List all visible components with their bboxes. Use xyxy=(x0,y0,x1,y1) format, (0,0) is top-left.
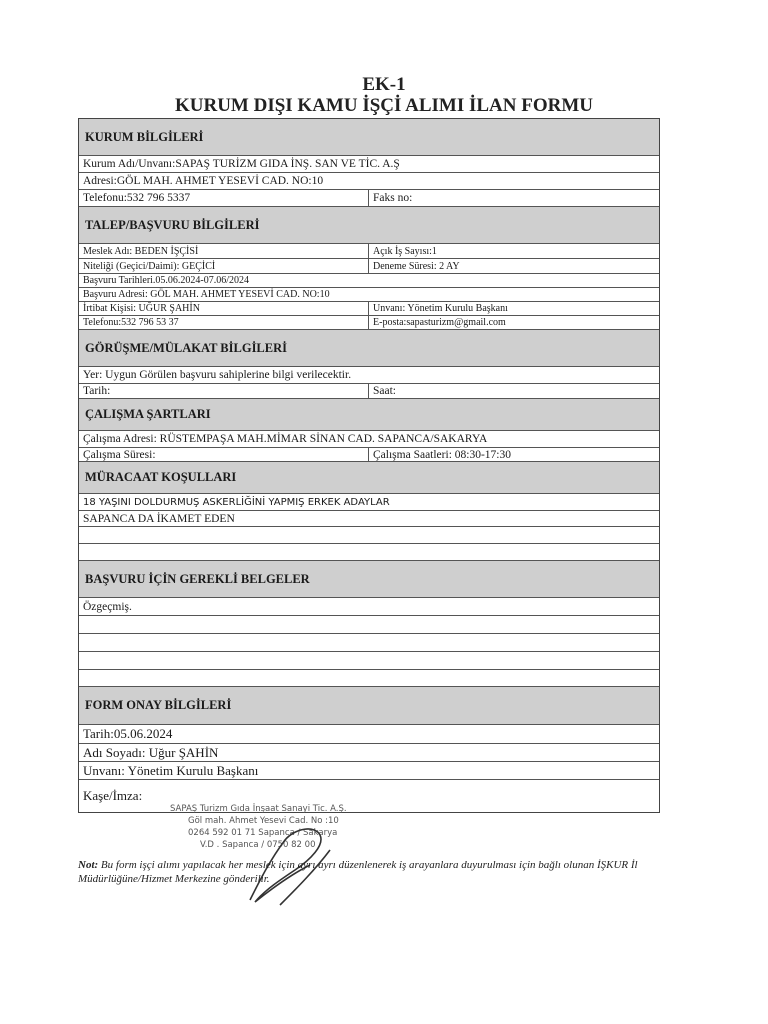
kurum-adres: Adresi:GÖL MAH. AHMET YESEVİ CAD. NO:10 xyxy=(83,175,324,187)
stamp-line-4: V.D . Sapanca / 0750 82 00 xyxy=(200,840,316,850)
onay-unvan: Unvanı: Yönetim Kurulu Başkanı xyxy=(83,762,259,778)
gorusme-yer-row xyxy=(79,367,659,384)
muracaat-row-4 xyxy=(79,544,659,561)
belgeler-row-3 xyxy=(79,634,659,652)
kase-imza-label: Kaşe/İmza: xyxy=(83,788,143,803)
gorusme-yer: Yer: Uygun Görülen başvuru sahiplerine bilgi verilecektir. xyxy=(83,369,352,381)
muracaat-kosul-1: 18 YAŞINI DOLDURMUŞ ASKERLİĞİNİ YAPMIŞ ERKEK ADAYLAR xyxy=(83,496,390,508)
kurum-tel-row xyxy=(79,190,659,207)
acik-is-sayisi: Açık İş Sayısı:1 xyxy=(373,245,437,257)
stamp-line-2: Göl mah. Ahmet Yesevi Cad. No :10 xyxy=(188,816,339,826)
basvuru-tarihleri: Başvuru Tarihleri.05.06.2024-07.06/2024 xyxy=(83,275,250,286)
belgeler-row-1 xyxy=(79,598,659,616)
gorusme-tarih: Tarih: xyxy=(79,384,369,398)
muracaat-row-1 xyxy=(79,494,659,511)
irtibat-kisisi: İrtibat Kişisi: UĞUR ŞAHİN xyxy=(79,302,369,315)
kurum-adi-row xyxy=(79,156,659,173)
section-belgeler: BAŞVURU İÇİN GEREKLİ BELGELER xyxy=(79,561,659,598)
talep-adres-row xyxy=(79,288,659,302)
kurum-adres-row xyxy=(79,173,659,190)
irtibat-unvan: Unvanı: Yönetim Kurulu Başkanı xyxy=(373,303,508,314)
deneme-suresi: Deneme Süresi: 2 AY xyxy=(373,260,460,272)
talep-meslek-row xyxy=(79,244,659,259)
muracaat-kosul-2: SAPANCA DA İKAMET EDEN xyxy=(83,512,235,525)
section-onay: FORM ONAY BİLGİLERİ xyxy=(79,687,659,725)
onay-unvan-row xyxy=(79,762,659,780)
talep-telefon: Telefonu:532 796 53 37 xyxy=(79,316,369,329)
section-calisma: ÇALIŞMA ŞARTLARI xyxy=(79,399,659,431)
note-text: Bu form işçi alımı yapılacak her meslek için ayrı ayrı düzenlenerek iş arayanlara duyurulması için bağlı olunan İŞKUR İl Müdürlüğüne/Hizmet Merkezine gönderilir. xyxy=(78,859,638,885)
form-title: KURUM DIŞI KAMU İŞÇİ ALIMI İLAN FORMU xyxy=(174,95,594,116)
stamp-line-1: SAPAŞ Turizm Gıda İnşaat Sanayi Tic. A.Ş. xyxy=(170,804,347,814)
section-kurum: KURUM BİLGİLERİ xyxy=(79,119,659,156)
stamp-line-3: 0264 592 01 71 Sapanca / Sakarya xyxy=(188,828,338,838)
note-label: Not: xyxy=(78,859,99,871)
basvuru-adresi: Başvuru Adresi: GÖL MAH. AHMET YESEVİ CAD. NO:10 xyxy=(83,289,330,300)
calisma-adresi: Çalışma Adresi: RÜSTEMPAŞA MAH.MİMAR SİNAN CAD. SAPANCA/SAKARYA xyxy=(83,433,488,445)
belgeler-row-5 xyxy=(79,670,659,687)
talep-tarih-row xyxy=(79,274,659,288)
onay-adi-row xyxy=(79,744,659,762)
calisma-suresi: Çalışma Süresi: xyxy=(79,448,369,461)
gorusme-tarih-row xyxy=(79,384,659,399)
muracaat-row-3 xyxy=(79,527,659,544)
talep-telefon-row xyxy=(79,316,659,330)
kurum-faks: Faks no: xyxy=(373,192,413,204)
niteligi: Niteliği (Geçici/Daimi): GEÇİCİ xyxy=(79,259,369,273)
onay-adi-soyadi: Adı Soyadı: Uğur ŞAHİN xyxy=(83,744,219,760)
section-gorusme: GÖRÜŞME/MÜLAKAT BİLGİLERİ xyxy=(79,330,659,367)
belge-1: Özgeçmiş. xyxy=(83,600,132,613)
talep-nitelik-row xyxy=(79,259,659,274)
belgeler-row-4 xyxy=(79,652,659,670)
meslek-adi: Meslek Adı: BEDEN İŞÇİSİ xyxy=(79,244,369,258)
talep-eposta: E-posta:sapasturizm@gmail.com xyxy=(373,317,506,328)
muracaat-row-2 xyxy=(79,511,659,527)
onay-tarih: Tarih:05.06.2024 xyxy=(83,726,173,741)
kurum-adi: Kurum Adı/Unvanı:SAPAŞ TURİZM GIDA İNŞ. SAN VE TİC. A.Ş xyxy=(83,158,400,170)
application-form xyxy=(78,118,660,813)
kurum-telefon: Telefonu:532 796 5337 xyxy=(79,190,369,206)
calisma-adres-row xyxy=(79,431,659,448)
section-muracaat: MÜRACAAT KOŞULLARI xyxy=(79,462,659,494)
talep-irtibat-row xyxy=(79,302,659,316)
belgeler-row-2 xyxy=(79,616,659,634)
calisma-sure-row xyxy=(79,448,659,462)
gorusme-saat: Saat: xyxy=(373,385,396,397)
calisma-saatleri: Çalışma Saatleri: 08:30-17:30 xyxy=(373,448,511,461)
section-talep: TALEP/BAŞVURU BİLGİLERİ xyxy=(79,207,659,244)
footnote xyxy=(78,858,678,886)
onay-tarih-row xyxy=(79,725,659,744)
form-code: EK-1 xyxy=(362,74,406,95)
